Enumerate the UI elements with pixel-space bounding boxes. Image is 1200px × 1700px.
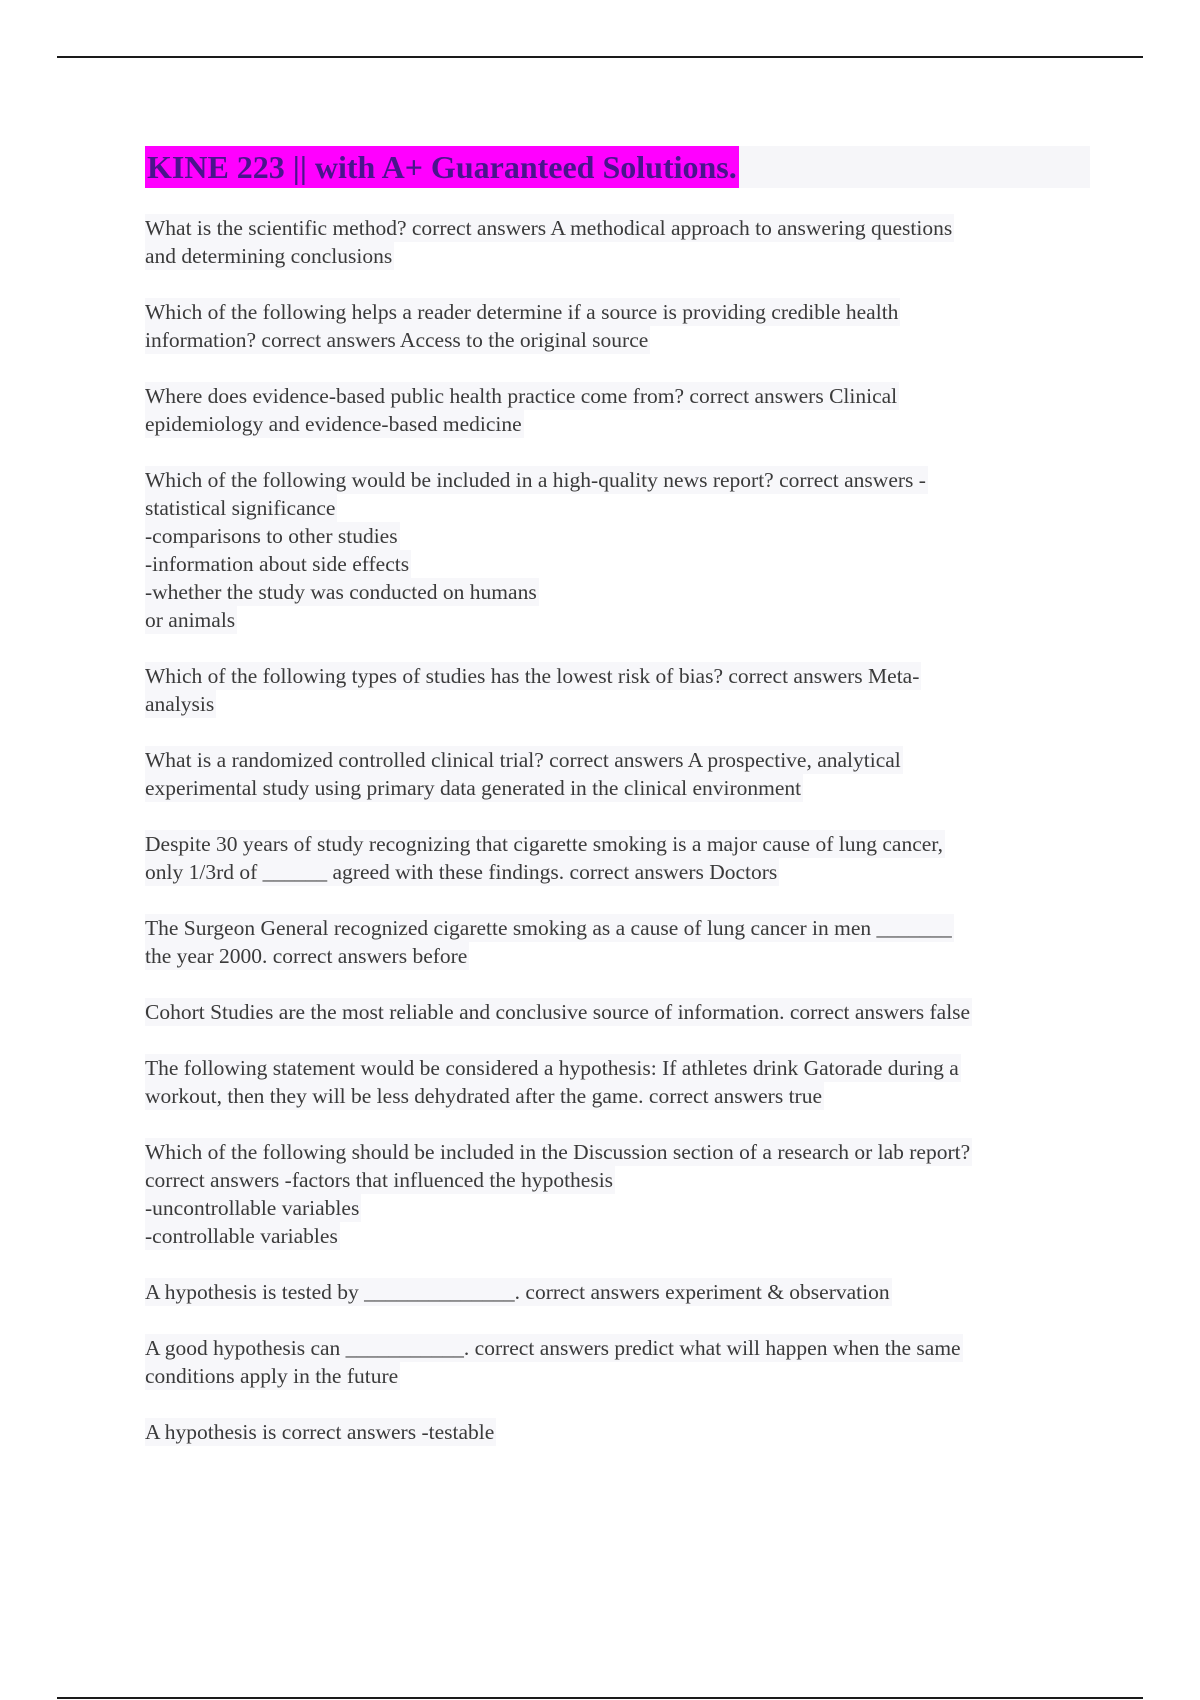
qa-line: only 1/3rd of ______ agreed with these findings. correct answers Doctors	[145, 860, 778, 884]
qa-line: information? correct answers Access to the original source	[145, 328, 649, 352]
qa-list	[145, 214, 1090, 1446]
qa-line: A hypothesis is correct answers -testable	[145, 1420, 495, 1444]
qa-line: Which of the following would be included in a high-quality news report? correct answers -	[145, 468, 926, 492]
top-rule	[57, 56, 1143, 58]
qa-entry	[145, 1138, 1090, 1250]
qa-entry	[145, 466, 1090, 634]
qa-line: Where does evidence-based public health practice come from? correct answers Clinical	[145, 384, 898, 408]
qa-line: analysis	[145, 692, 215, 716]
qa-entry	[145, 1278, 1090, 1306]
qa-entry	[145, 1418, 1090, 1446]
document-title: KINE 223 || with A+ Guaranteed Solutions.	[145, 146, 739, 188]
qa-line: statistical significance	[145, 496, 336, 520]
qa-line: Which of the following types of studies has the lowest risk of bias? correct answers Meta-	[145, 664, 920, 688]
qa-line: Which of the following should be included in the Discussion section of a research or lab report?	[145, 1140, 971, 1164]
qa-entry	[145, 1054, 1090, 1110]
qa-line: A good hypothesis can ___________. correct answers predict what will happen when the same	[145, 1336, 961, 1360]
qa-line: What is the scientific method? correct answers A methodical approach to answering questions	[145, 216, 953, 240]
qa-line: conditions apply in the future	[145, 1364, 399, 1388]
qa-line: Despite 30 years of study recognizing that cigarette smoking is a major cause of lung cancer,	[145, 832, 943, 856]
qa-line: What is a randomized controlled clinical trial? correct answers A prospective, analytical	[145, 748, 901, 772]
qa-line: experimental study using primary data generated in the clinical environment	[145, 776, 802, 800]
qa-line: A hypothesis is tested by ______________. correct answers experiment & observation	[145, 1280, 890, 1304]
qa-entry	[145, 298, 1090, 354]
qa-line: correct answers -factors that influenced the hypothesis	[145, 1168, 614, 1192]
page-content	[145, 146, 1090, 1474]
qa-line: -whether the study was conducted on humans	[145, 580, 537, 604]
qa-entry	[145, 830, 1090, 886]
qa-entry	[145, 1334, 1090, 1390]
qa-entry	[145, 998, 1090, 1026]
qa-entry	[145, 914, 1090, 970]
qa-entry	[145, 214, 1090, 270]
qa-line: the year 2000. correct answers before	[145, 944, 468, 968]
qa-line: epidemiology and evidence-based medicine	[145, 412, 522, 436]
qa-entry	[145, 746, 1090, 802]
title-row	[145, 146, 1090, 188]
qa-line: -uncontrollable variables	[145, 1196, 360, 1220]
qa-line: -comparisons to other studies	[145, 524, 398, 548]
qa-line: The following statement would be considered a hypothesis: If athletes drink Gatorade during a	[145, 1056, 959, 1080]
qa-line: Which of the following helps a reader determine if a source is providing credible health	[145, 300, 899, 324]
qa-line: Cohort Studies are the most reliable and conclusive source of information. correct answers false	[145, 1000, 971, 1024]
qa-entry	[145, 662, 1090, 718]
qa-line: -information about side effects	[145, 552, 410, 576]
qa-line: or animals	[145, 608, 236, 632]
qa-line: The Surgeon General recognized cigarette smoking as a cause of lung cancer in men _______	[145, 916, 952, 940]
qa-line: and determining conclusions	[145, 244, 393, 268]
bottom-rule	[57, 1697, 1143, 1699]
qa-entry	[145, 382, 1090, 438]
qa-line: workout, then they will be less dehydrated after the game. correct answers true	[145, 1084, 822, 1108]
qa-line: -controllable variables	[145, 1224, 338, 1248]
